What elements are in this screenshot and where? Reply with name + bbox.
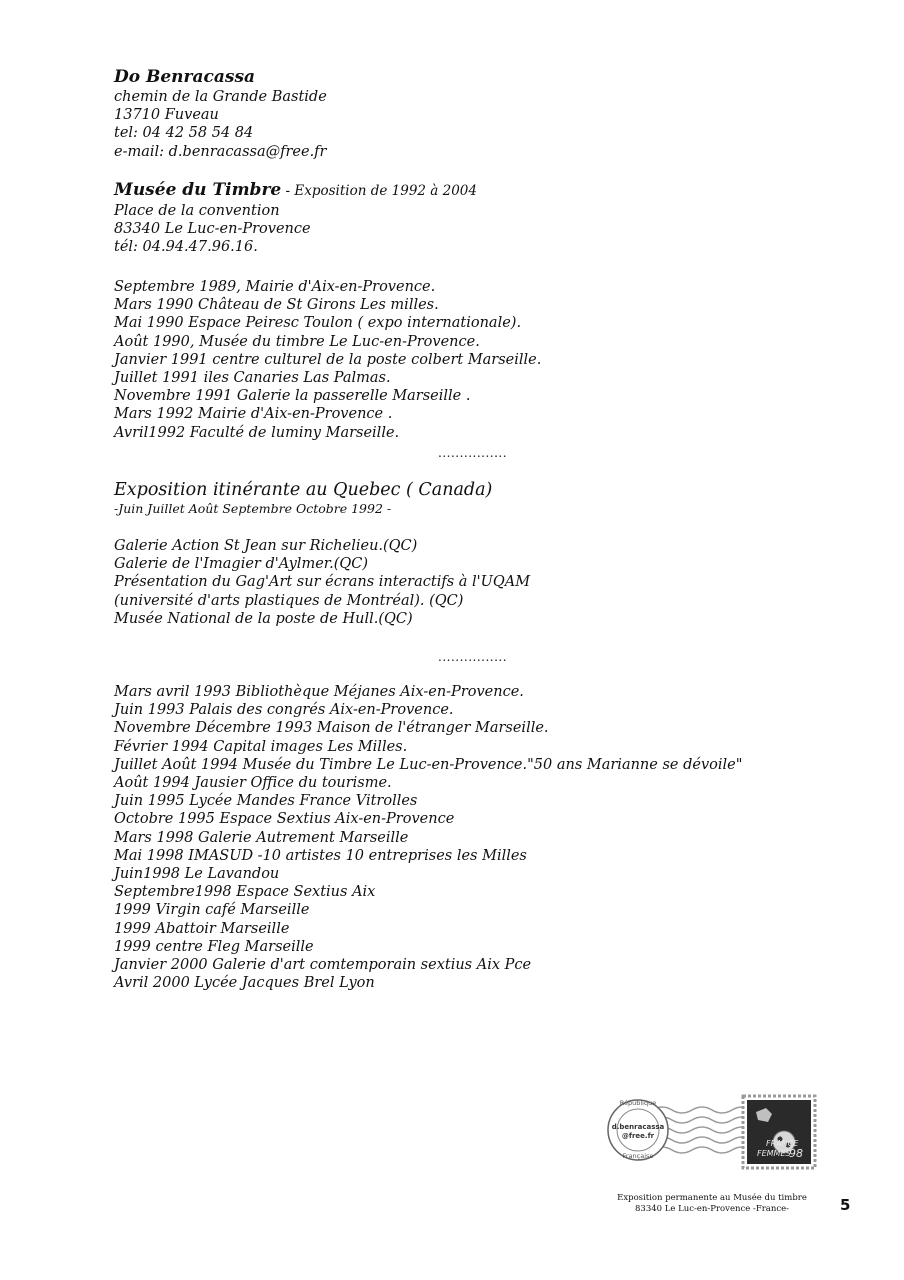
list-item: Novembre 1991 Galerie la passerelle Marseille . <box>114 388 471 405</box>
museum-phone: tél: 04.94.47.96.16. <box>114 239 258 256</box>
museum-heading <box>114 179 477 202</box>
list-item: 1999 centre Fleg Marseille <box>114 938 314 955</box>
phone-line: tel: 04 42 58 54 84 <box>114 125 254 142</box>
stamp-value: 98 <box>789 1147 803 1160</box>
museum-block <box>114 179 477 257</box>
list-item: Mars avril 1993 Bibliothèque Méjanes Aix-en-Provence. <box>114 684 524 700</box>
list-item: Mai 1990 Espace Peiresc Toulon ( expo internationale). <box>114 315 522 332</box>
footer-line-2: 83340 Le Luc-en-Provence -France- <box>635 1204 789 1214</box>
postmark-top-text: République <box>619 1099 657 1107</box>
exhibitions-list-2 <box>114 683 742 992</box>
museum-city: 83340 Le Luc-en-Provence <box>114 221 311 238</box>
museum-name: Musée du Timbre <box>114 180 282 200</box>
postage-stamp <box>743 1096 815 1168</box>
quebec-title: Exposition itinérante au Quebec ( Canada) <box>114 480 493 500</box>
list-item: 1999 Abattoir Marseille <box>114 920 290 937</box>
list-item: Août 1994 Jausier Office du tourisme. <box>114 775 392 792</box>
postal-line: 13710 Fuveau <box>114 107 219 124</box>
list-item: Septembre 1989, Mairie d'Aix-en-Provence. <box>114 279 436 295</box>
exhibitions-list-1 <box>114 278 541 442</box>
list-item: Septembre1998 Espace Sextius Aix <box>114 884 376 901</box>
artist-name: Do Benracassa <box>114 67 256 87</box>
quebec-list <box>114 537 530 628</box>
list-item: Octobre 1995 Espace Sextius Aix-en-Provence <box>114 811 455 828</box>
list-item: (université d'arts plastiques de Montréal). (QC) <box>114 592 464 609</box>
page-number: 5 <box>840 1196 851 1214</box>
address-line: chemin de la Grande Bastide <box>114 89 327 105</box>
list-item: Janvier 2000 Galerie d'art comtemporain sextius Aix Pce <box>114 957 532 974</box>
quebec-block <box>114 479 492 517</box>
museum-address: Place de la convention <box>114 203 280 219</box>
postmark-stamp-illustration <box>606 1090 820 1174</box>
footer-line-1: Exposition permanente au Musée du timbre <box>617 1193 807 1203</box>
list-item: Juillet 1991 iles Canaries Las Palmas. <box>114 370 391 387</box>
list-item: Mars 1998 Galerie Autrement Marseille <box>114 829 409 846</box>
list-item: Avril 2000 Lycée Jacques Brel Lyon <box>114 975 375 992</box>
list-item: Avril1992 Faculté de luminy Marseille. <box>114 424 400 441</box>
footer <box>612 1193 812 1215</box>
list-item: Novembre Décembre 1993 Maison de l'étranger Marseille. <box>114 720 549 737</box>
list-item: Août 1990, Musée du timbre Le Luc-en-Provence. <box>114 333 480 350</box>
list-item: Musée National de la poste de Hull.(QC) <box>114 610 413 627</box>
separator: ................ <box>438 446 508 460</box>
list-item: Présentation du Gag'Art sur écrans interactifs à l'UQAM <box>114 574 531 591</box>
list-item: Janvier 1991 centre culturel de la poste colbert Marseille. <box>114 351 542 368</box>
stamp-text-1: FRANCE <box>766 1139 799 1148</box>
list-item: 1999 Virgin café Marseille <box>114 902 310 919</box>
round-postmark <box>608 1099 668 1160</box>
list-item: Février 1994 Capital images Les Milles. <box>114 738 408 755</box>
list-item: Galerie de l'Imagier d'Aylmer.(QC) <box>114 556 369 573</box>
list-item: Juillet Août 1994 Musée du Timbre Le Luc-en-Provence."50 ans Marianne se dévoile" <box>114 756 743 773</box>
postmark-bottom-text: Française <box>622 1152 654 1160</box>
postmark-mid-text-2: @free.fr <box>621 1132 655 1140</box>
list-item: Juin 1993 Palais des congrés Aix-en-Provence. <box>114 702 454 719</box>
list-item: Juin1998 Le Lavandou <box>114 866 280 883</box>
list-item: Mars 1992 Mairie d'Aix-en-Provence . <box>114 406 393 423</box>
list-item: Galerie Action St Jean sur Richelieu.(QC) <box>114 538 418 554</box>
contact-block <box>114 66 327 161</box>
postmark-stamp-svg <box>606 1090 820 1174</box>
separator: ................ <box>438 650 508 664</box>
postmark-mid-text-1: d.benracassa <box>611 1123 665 1131</box>
quebec-dates: -Juin Juillet Août Septembre Octobre 1992 - <box>114 501 392 516</box>
list-item: Mai 1998 IMASUD -10 artistes 10 entreprises les Milles <box>114 847 527 864</box>
stamp-text-2: FEMMES <box>757 1149 791 1158</box>
museum-subtitle: - Exposition de 1992 à 2004 <box>281 183 477 199</box>
list-item: Juin 1995 Lycée Mandes France Vitrolles <box>114 793 418 810</box>
email-line: e-mail: d.benracassa@free.fr <box>114 143 327 160</box>
list-item: Mars 1990 Château de St Girons Les milles. <box>114 297 439 314</box>
